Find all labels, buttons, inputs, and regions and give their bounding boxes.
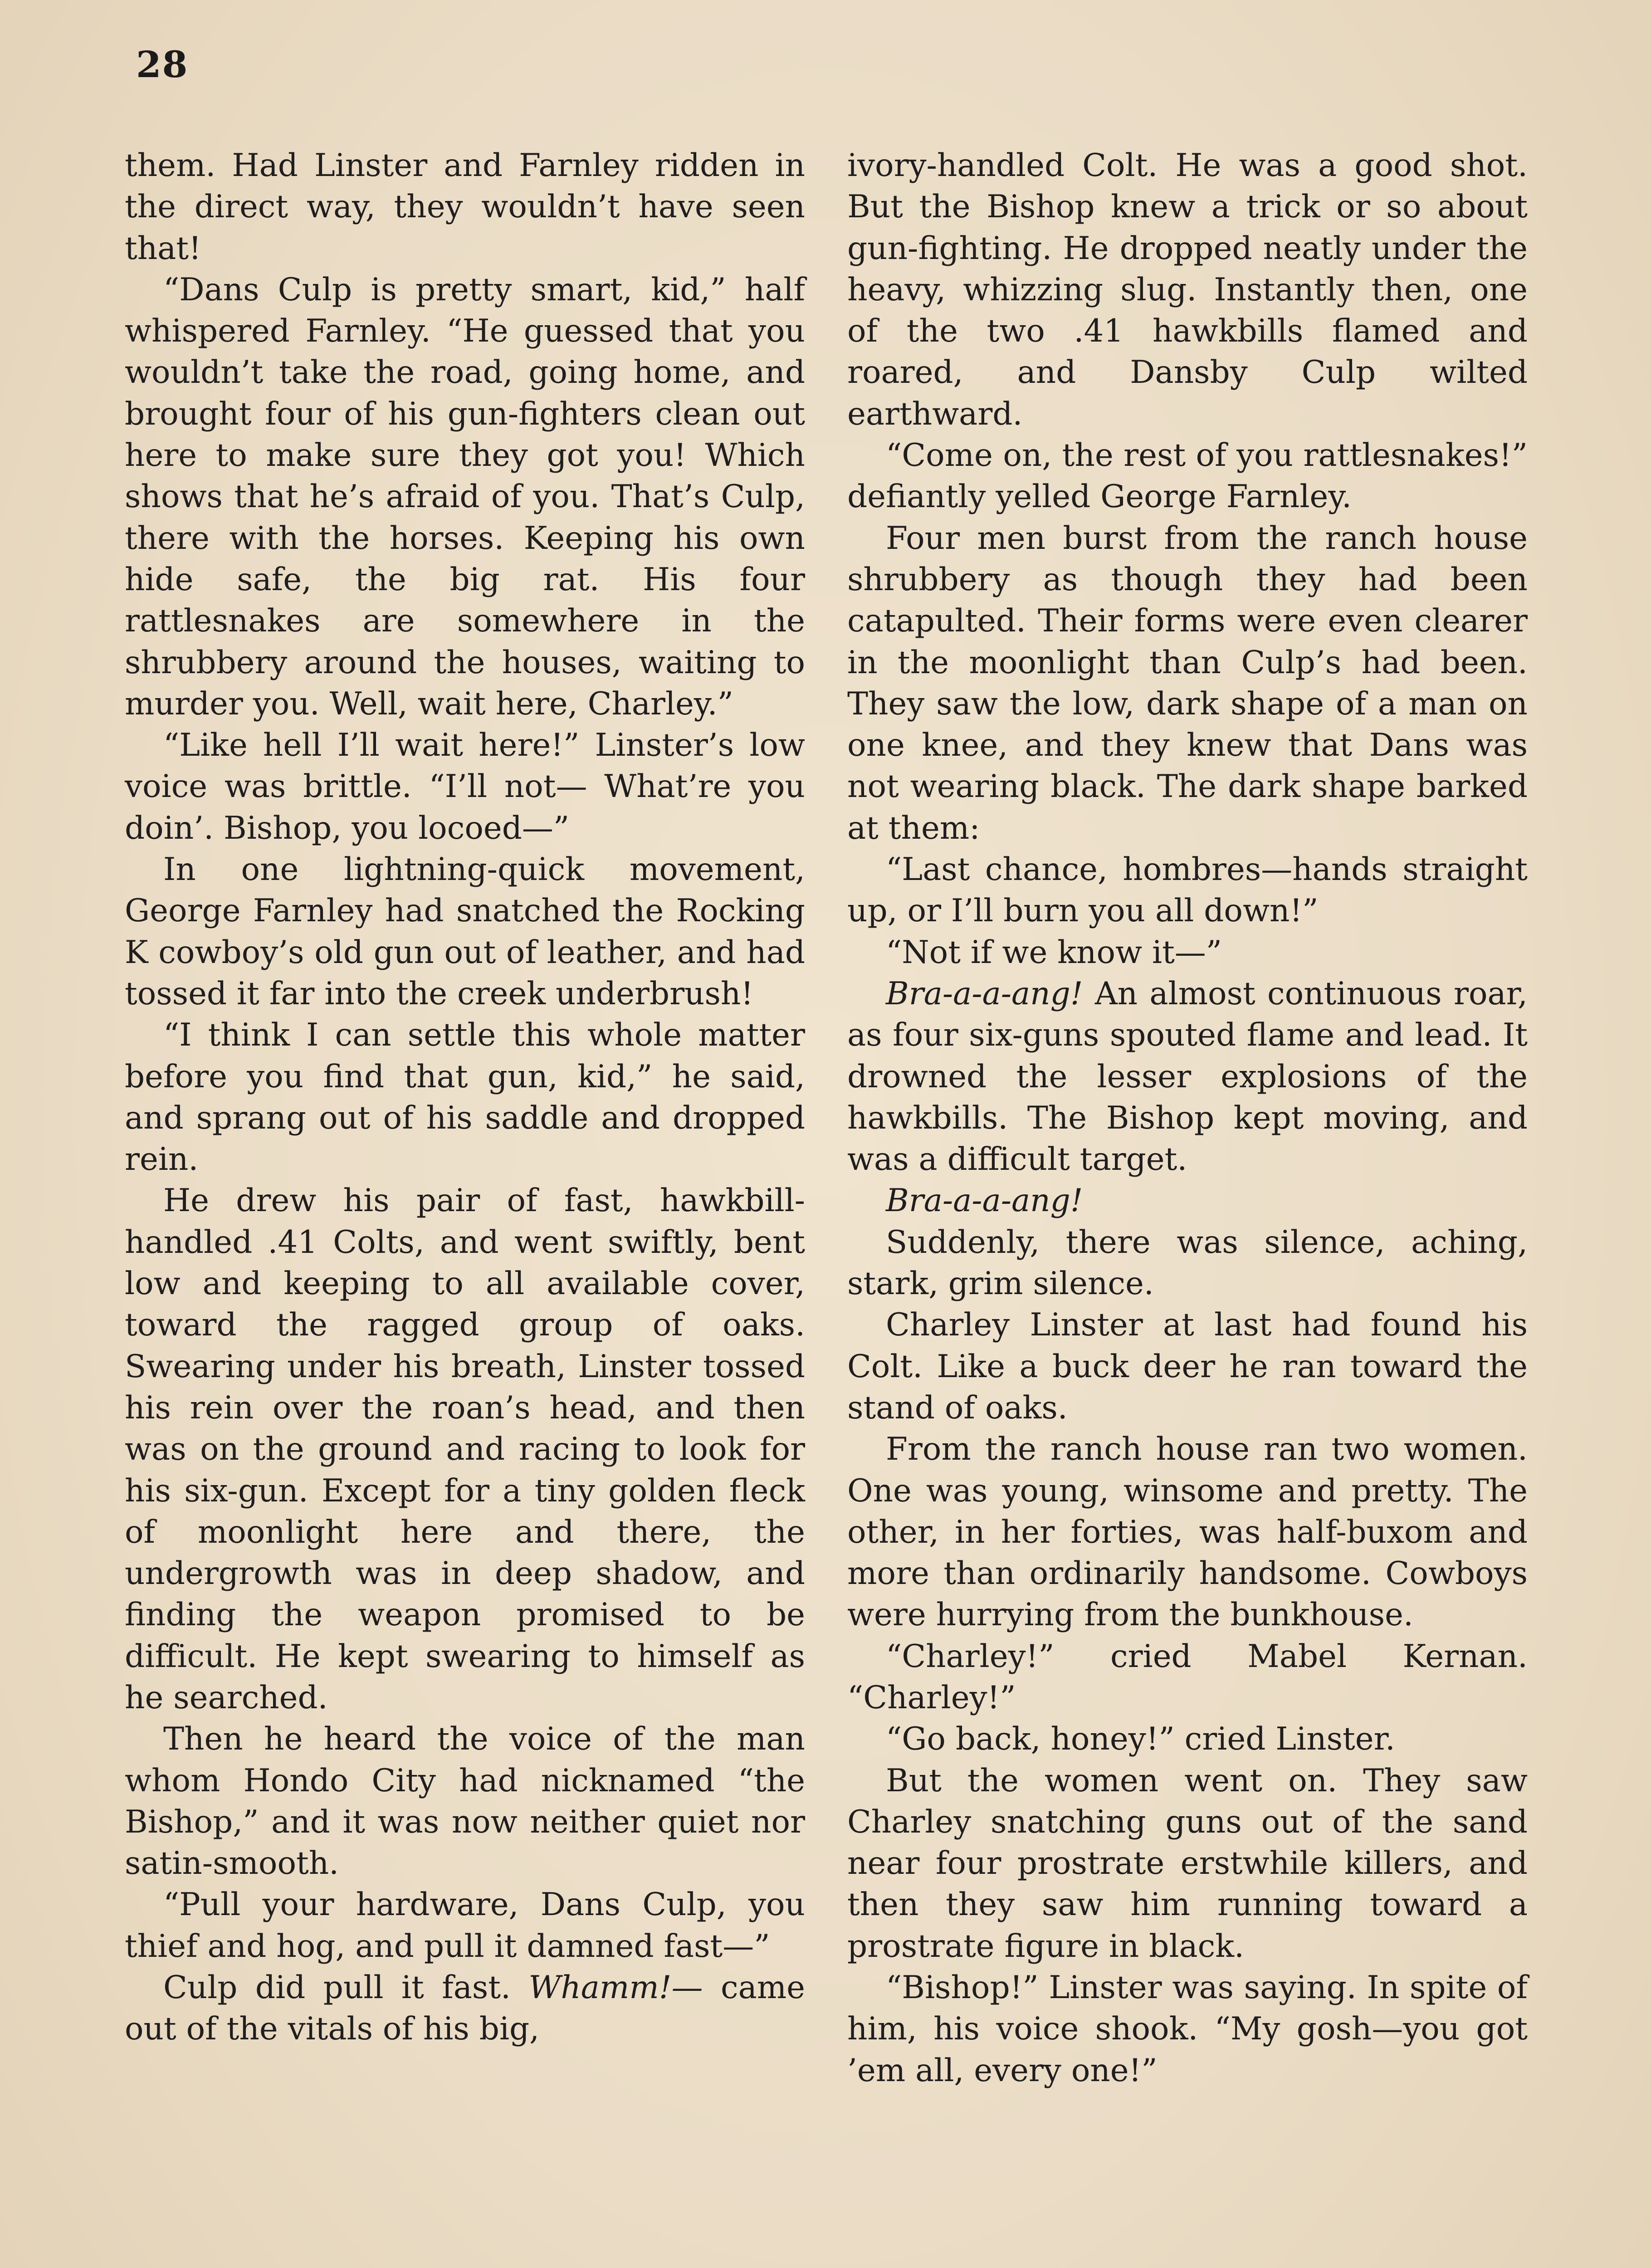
paragraph-text: An almost continuous roar, as four six-guns spouted flame and lead. It drowned the lesser explosions of the hawkbills. The Bishop kept moving, and was a difficult target.: [847, 975, 1528, 1178]
paragraph: But the women went on. They saw Charley snatching guns out of the sand near four prostrate erstwhile killers, and then they saw him running toward a prostrate figure in black.: [847, 1762, 1528, 1965]
sound-effect-text: Bra-a-a-ang!: [886, 1183, 1083, 1219]
paragraph: From the ranch house ran two women. One was young, winsome and pretty. The other, in her forties, was half-buxom and more than ordinarily handsome. Cowboys were hurrying from the bunkhouse.: [847, 1431, 1528, 1633]
paragraph: “Charley!” cried Mabel Kernan. “Charley!”: [847, 1638, 1528, 1716]
paragraph: “Go back, honey!” cried Linster.: [886, 1721, 1395, 1758]
paragraph: “Dans Culp is pretty smart, kid,” half whispered Farnley. “He guessed that you wouldn’t take the road, going home, and brought four of his gun-fighters clean out here to make sure they got you! Which shows that he’s afraid of you. That’s Culp, there with the horses. Keeping his own hide safe, the big rat. His four rattlesnakes are somewhere in the shrubbery around the houses, waiting to murder you. Well, wait here, Charley.”: [125, 271, 805, 722]
paragraph: “Come on, the rest of you rattlesnakes!” defiantly yelled George Farnley.: [847, 437, 1528, 515]
paragraph: [847, 1180, 1528, 1222]
left-text-column: [125, 145, 805, 2050]
paragraph: “Last chance, hombres—hands straight up, or I’ll burn you all down!”: [847, 851, 1528, 929]
paragraph: “Like hell I’ll wait here!” Linster’s low voice was brittle. “I’ll not— What’re you doin’. Bishop, you locoed—”: [125, 727, 805, 846]
page-number: 28: [136, 43, 189, 86]
paragraph-text: Culp did pull it fast.: [163, 1970, 529, 2006]
right-text-column: [847, 145, 1528, 2092]
sound-effect-text: Bra-a-a-ang!: [886, 975, 1083, 1012]
paragraph-text: came out of the vitals of his big,: [125, 1970, 805, 2048]
paragraph: “Bishop!” Linster was saying. In spite of him, his voice shook. “My gosh—you got ’em all, every one!”: [847, 1970, 1528, 2089]
paragraph: [125, 1967, 805, 2050]
paragraph: them. Had Linster and Farnley ridden in the direct way, they wouldn’t have seen that!: [125, 147, 805, 267]
paragraph: ivory-handled Colt. He was a good shot. But the Bishop knew a trick or so about gun-fighting. He dropped neatly under the heavy, whizzing slug. Instantly then, one of the two .41 hawkbills flamed and roared, and Dansby Culp wilted earthward.: [847, 147, 1528, 432]
paragraph: Suddenly, there was silence, aching, stark, grim silence.: [847, 1224, 1528, 1302]
paragraph: In one lightning-quick movement, George Farnley had snatched the Rocking K cowboy’s old gun out of leather, and had tossed it far into the creek underbrush!: [125, 851, 805, 1012]
paragraph: [847, 973, 1528, 1180]
paragraph: “Pull your hardware, Dans Culp, you thief and hog, and pull it damned fast—”: [125, 1887, 805, 1965]
sound-effect-text: Whamm!—: [528, 1970, 703, 2006]
paragraph: “I think I can settle this whole matter before you find that gun, kid,” he said, and sprang out of his saddle and dropped rein.: [125, 1017, 805, 1178]
paragraph: Four men burst from the ranch house shrubbery as though they had been catapulted. Their forms were even clearer in the moonlight than Culp’s had been. They saw the low, dark shape of a man on one knee, and they knew that Dans was not wearing black. The dark shape barked at them:: [847, 520, 1528, 846]
paragraph: “Not if we know it—”: [886, 934, 1222, 971]
paragraph: He drew his pair of fast, hawkbill-handled .41 Colts, and went swiftly, bent low and keeping to all available cover, toward the ragged group of oaks. Swearing under his breath, Linster tossed his rein over the roan’s head, and then was on the ground and racing to look for his six-gun. Except for a tiny golden fleck of moonlight here and there, the undergrowth was in deep shadow, and finding the weapon promised to be difficult. He kept swearing to himself as he searched.: [125, 1183, 805, 1716]
paragraph: Then he heard the voice of the man whom Hondo City had nicknamed “the Bishop,” and it was now neither quiet nor satin-smooth.: [125, 1721, 805, 1882]
paragraph: Charley Linster at last had found his Colt. Like a buck deer he ran toward the stand of oaks.: [847, 1307, 1528, 1426]
